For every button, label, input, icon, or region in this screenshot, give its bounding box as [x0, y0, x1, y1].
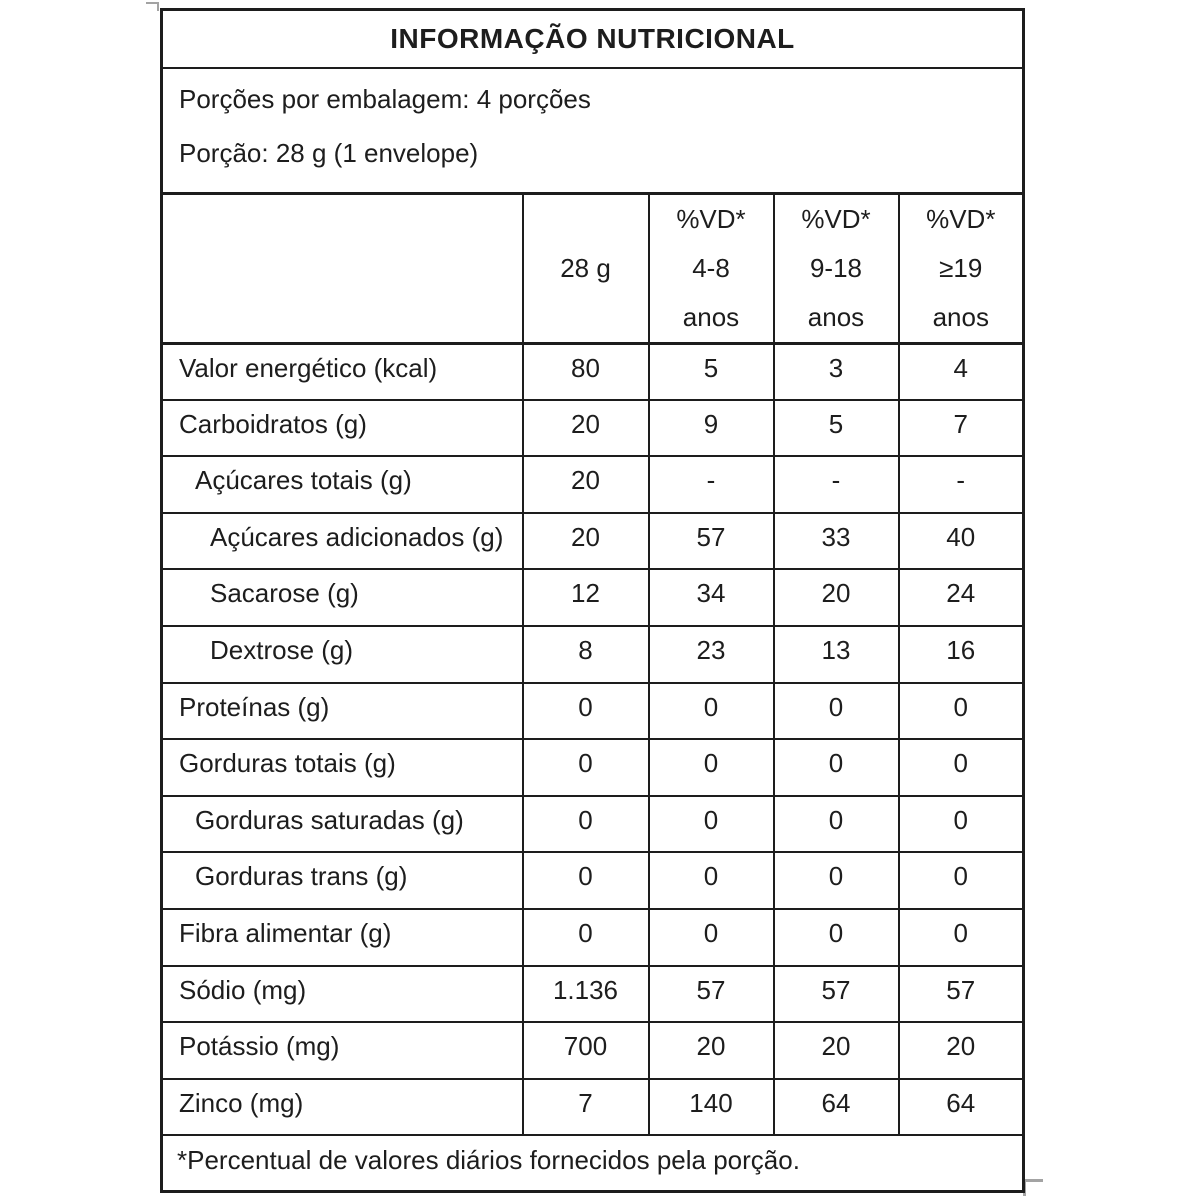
- vd-percent-label: %VD*: [801, 203, 871, 234]
- vd-value-4-8: 9: [649, 400, 774, 457]
- serving-info-cell: [162, 68, 1024, 194]
- table-row-saturated-fat: [162, 796, 1024, 853]
- vd-value-4-8: 34: [649, 569, 774, 626]
- nutrient-label: Sacarose (g): [162, 569, 523, 626]
- amount-value: 80: [523, 343, 649, 400]
- vd-value-4-8: 57: [649, 513, 774, 570]
- nutrient-label: Gorduras saturadas (g): [162, 796, 523, 853]
- table-row-added-sugars: [162, 513, 1024, 570]
- amount-value: 0: [523, 852, 649, 909]
- vd-value-9-18: 0: [774, 739, 899, 796]
- amount-value: 20: [523, 513, 649, 570]
- vd-value-19plus: 0: [899, 683, 1024, 740]
- nutrition-facts-table: [160, 8, 1025, 1193]
- vd-value-19plus: 40: [899, 513, 1024, 570]
- vd-value-19plus: 7: [899, 400, 1024, 457]
- table-row-zinc: [162, 1079, 1024, 1136]
- vd-value-19plus: 20: [899, 1022, 1024, 1079]
- vd-value-4-8: -: [649, 456, 774, 513]
- header-vd-19plus-cell: [899, 193, 1024, 343]
- vd-value-4-8: 0: [649, 683, 774, 740]
- servings-per-package-text: Porções por embalagem: 4 porções: [179, 83, 591, 114]
- amount-value: 0: [523, 909, 649, 966]
- vd-value-9-18: 33: [774, 513, 899, 570]
- vd-value-19plus: 4: [899, 343, 1024, 400]
- vd-value-9-18: 0: [774, 683, 899, 740]
- nutrient-label: Carboidratos (g): [162, 400, 523, 457]
- table-row-sodium: [162, 966, 1024, 1023]
- vd-value-19plus: 24: [899, 569, 1024, 626]
- vd-age-range: ≥19: [939, 252, 983, 283]
- footnote-text: *Percentual de valores diários fornecidos pela porção.: [162, 1135, 1024, 1191]
- table-row-dextrose: [162, 626, 1024, 683]
- page-corner-mark-top-left: [146, 2, 159, 11]
- page-corner-mark-bottom-right: [1023, 1179, 1043, 1196]
- vd-value-9-18: 13: [774, 626, 899, 683]
- vd-age-unit: anos: [807, 301, 865, 332]
- nutrient-label: Fibra alimentar (g): [162, 909, 523, 966]
- nutrient-label: Gorduras trans (g): [162, 852, 523, 909]
- table-row-fiber: [162, 909, 1024, 966]
- vd-percent-label: %VD*: [926, 203, 996, 234]
- amount-value: 0: [523, 796, 649, 853]
- vd-value-9-18: 0: [774, 796, 899, 853]
- vd-value-9-18: 5: [774, 400, 899, 457]
- vd-value-19plus: 0: [899, 852, 1024, 909]
- amount-value: 20: [523, 456, 649, 513]
- nutrient-label: Zinco (mg): [162, 1079, 523, 1136]
- vd-age-range: 9-18: [809, 252, 863, 283]
- header-vd-4-8-cell: [649, 193, 774, 343]
- serving-info-row: [162, 68, 1024, 194]
- vd-value-19plus: 0: [899, 739, 1024, 796]
- header-quantity-cell: 28 g: [523, 193, 649, 343]
- table-row-carbs: [162, 400, 1024, 457]
- vd-value-9-18: 3: [774, 343, 899, 400]
- amount-value: 7: [523, 1079, 649, 1136]
- vd-value-19plus: 64: [899, 1079, 1024, 1136]
- vd-value-4-8: 5: [649, 343, 774, 400]
- vd-value-4-8: 0: [649, 909, 774, 966]
- table-row-potassium: [162, 1022, 1024, 1079]
- vd-value-4-8: 0: [649, 739, 774, 796]
- amount-value: 0: [523, 683, 649, 740]
- vd-age-unit: anos: [682, 301, 740, 332]
- vd-value-4-8: 140: [649, 1079, 774, 1136]
- table-row-trans-fat: [162, 852, 1024, 909]
- vd-value-4-8: 20: [649, 1022, 774, 1079]
- vd-age-unit: anos: [932, 301, 989, 332]
- table-row-sucrose: [162, 569, 1024, 626]
- footnote-row: [162, 1135, 1024, 1191]
- vd-value-19plus: 0: [899, 796, 1024, 853]
- table-title-row: [162, 10, 1024, 68]
- amount-value: 20: [523, 400, 649, 457]
- vd-value-4-8: 0: [649, 796, 774, 853]
- column-header-row: [162, 193, 1024, 343]
- vd-value-19plus: -: [899, 456, 1024, 513]
- vd-value-9-18: 0: [774, 852, 899, 909]
- vd-value-19plus: 0: [899, 909, 1024, 966]
- vd-value-4-8: 57: [649, 966, 774, 1023]
- vd-value-9-18: 57: [774, 966, 899, 1023]
- amount-value: 12: [523, 569, 649, 626]
- vd-percent-label: %VD*: [676, 203, 746, 234]
- nutrient-label: Sódio (mg): [162, 966, 523, 1023]
- vd-value-9-18: 64: [774, 1079, 899, 1136]
- header-empty-cell: [162, 193, 523, 343]
- vd-value-9-18: 20: [774, 1022, 899, 1079]
- table-row-total-fat: [162, 739, 1024, 796]
- nutrient-label: Proteínas (g): [162, 683, 523, 740]
- nutrient-label: Potássio (mg): [162, 1022, 523, 1079]
- serving-size-text: Porção: 28 g (1 envelope): [179, 137, 479, 168]
- table-row-energy: [162, 343, 1024, 400]
- table-row-total-sugars: [162, 456, 1024, 513]
- vd-value-19plus: 57: [899, 966, 1024, 1023]
- nutrient-label: Açúcares adicionados (g): [162, 513, 523, 570]
- nutrient-label: Gorduras totais (g): [162, 739, 523, 796]
- amount-value: 1.136: [523, 966, 649, 1023]
- vd-value-19plus: 16: [899, 626, 1024, 683]
- amount-value: 700: [523, 1022, 649, 1079]
- nutrient-label: Açúcares totais (g): [162, 456, 523, 513]
- vd-value-9-18: -: [774, 456, 899, 513]
- vd-value-9-18: 0: [774, 909, 899, 966]
- header-vd-9-18-cell: [774, 193, 899, 343]
- nutrient-label: Dextrose (g): [162, 626, 523, 683]
- nutrient-label: Valor energético (kcal): [162, 343, 523, 400]
- table-title: INFORMAÇÃO NUTRICIONAL: [162, 10, 1024, 68]
- vd-age-range: 4-8: [692, 252, 730, 283]
- vd-value-4-8: 23: [649, 626, 774, 683]
- table-row-protein: [162, 683, 1024, 740]
- vd-value-4-8: 0: [649, 852, 774, 909]
- amount-value: 8: [523, 626, 649, 683]
- vd-value-9-18: 20: [774, 569, 899, 626]
- amount-value: 0: [523, 739, 649, 796]
